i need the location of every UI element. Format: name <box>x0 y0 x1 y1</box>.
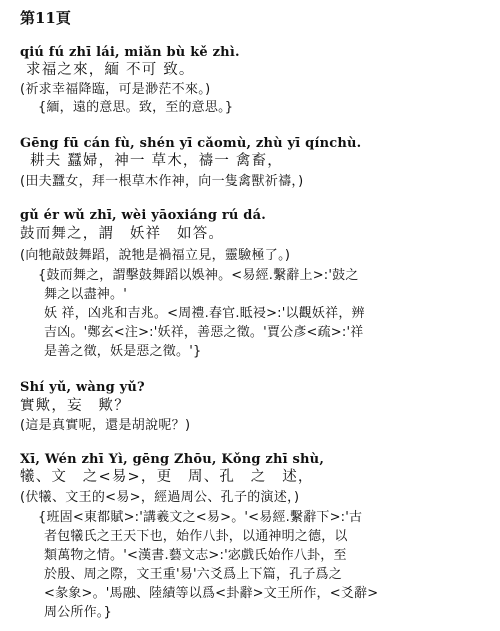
note-line: {班固<東都賦>:'講羲文之<易>。'<易經.繫辭下>:'古 <box>38 510 363 525</box>
note-line: 周公所作。} <box>44 605 112 620</box>
note-line: 吉凶。'鄭玄<注>:'妖祥，善惡之徵。'賈公彥<疏>:'祥 <box>44 325 364 340</box>
translation-line: (向牠敲鼓舞蹈，說牠是禍福立見，靈驗極了。) <box>20 248 291 263</box>
note-line: 是善之徵，妖是惡之徵。'} <box>44 344 202 359</box>
translation-line: (田夫蠶女，拜一根草木作神，向一隻禽獸祈禱，) <box>20 174 304 189</box>
pinyin-line: Xī, Wén zhī Yì, gēng Zhōu, Kǒng zhī shù, <box>20 452 325 467</box>
hanzi-line: 實歟，妄 歟？ <box>20 398 130 414</box>
note-line: 者包犧氏之王天下也，始作八卦，以通神明之德，以 <box>44 529 348 544</box>
note-line: 於殷、周之際，文王重'易'六爻爲上下篇，孔子爲之 <box>44 567 342 582</box>
note-line: <彖象>。'馬融、陸績等以爲<卦辭>文王所作，<爻辭> <box>44 586 379 601</box>
note-line: 類萬物之情。'<漢書.藝文志>:'宓戲氏始作八卦，至 <box>44 548 347 563</box>
pinyin-line: Shí yǔ, wàng yǔ? <box>20 380 145 395</box>
translation-line: (伏犧、文王的<易>，經過周公、孔子的演述，) <box>20 490 300 505</box>
hanzi-line: 求福之來，緬 不可 致。 <box>26 62 195 78</box>
hanzi-line: 犧、文 之<易>，更 周、孔 之 述， <box>20 469 314 485</box>
translation-line: (這是真實呢，還是胡說呢？) <box>20 418 191 433</box>
translation-line: (祈求幸福降臨，可是渺茫不來。) <box>20 82 211 97</box>
pinyin-line: qiú fú zhī lái, miǎn bù kě zhì. <box>20 45 240 60</box>
pinyin-line: Gēng fū cán fù, shén yī cǎomù, zhù yī qínchù. <box>20 136 362 151</box>
note-line: {緬，遠的意思。致，至的意思。} <box>38 100 234 115</box>
note-line: 妖 祥，凶兆和吉兆。<周禮.春官.眡祲>:'以觀妖祥，辨 <box>44 306 365 321</box>
page-label: 第11頁 <box>20 9 71 27</box>
note-line: 舞之以盡神。' <box>44 287 127 302</box>
hanzi-line: 鼓而舞之，謂 妖祥 如答。 <box>20 226 225 242</box>
hanzi-line: 耕夫 蠶婦，神一 草木，禱一 禽畜， <box>30 153 283 169</box>
note-line: {鼓而舞之，謂擊鼓舞蹈以娛神。<易經.繫辭上>:'鼓之 <box>38 268 359 283</box>
pinyin-line: gǔ ér wǔ zhī, wèi yāoxiáng rú dá. <box>20 208 266 223</box>
